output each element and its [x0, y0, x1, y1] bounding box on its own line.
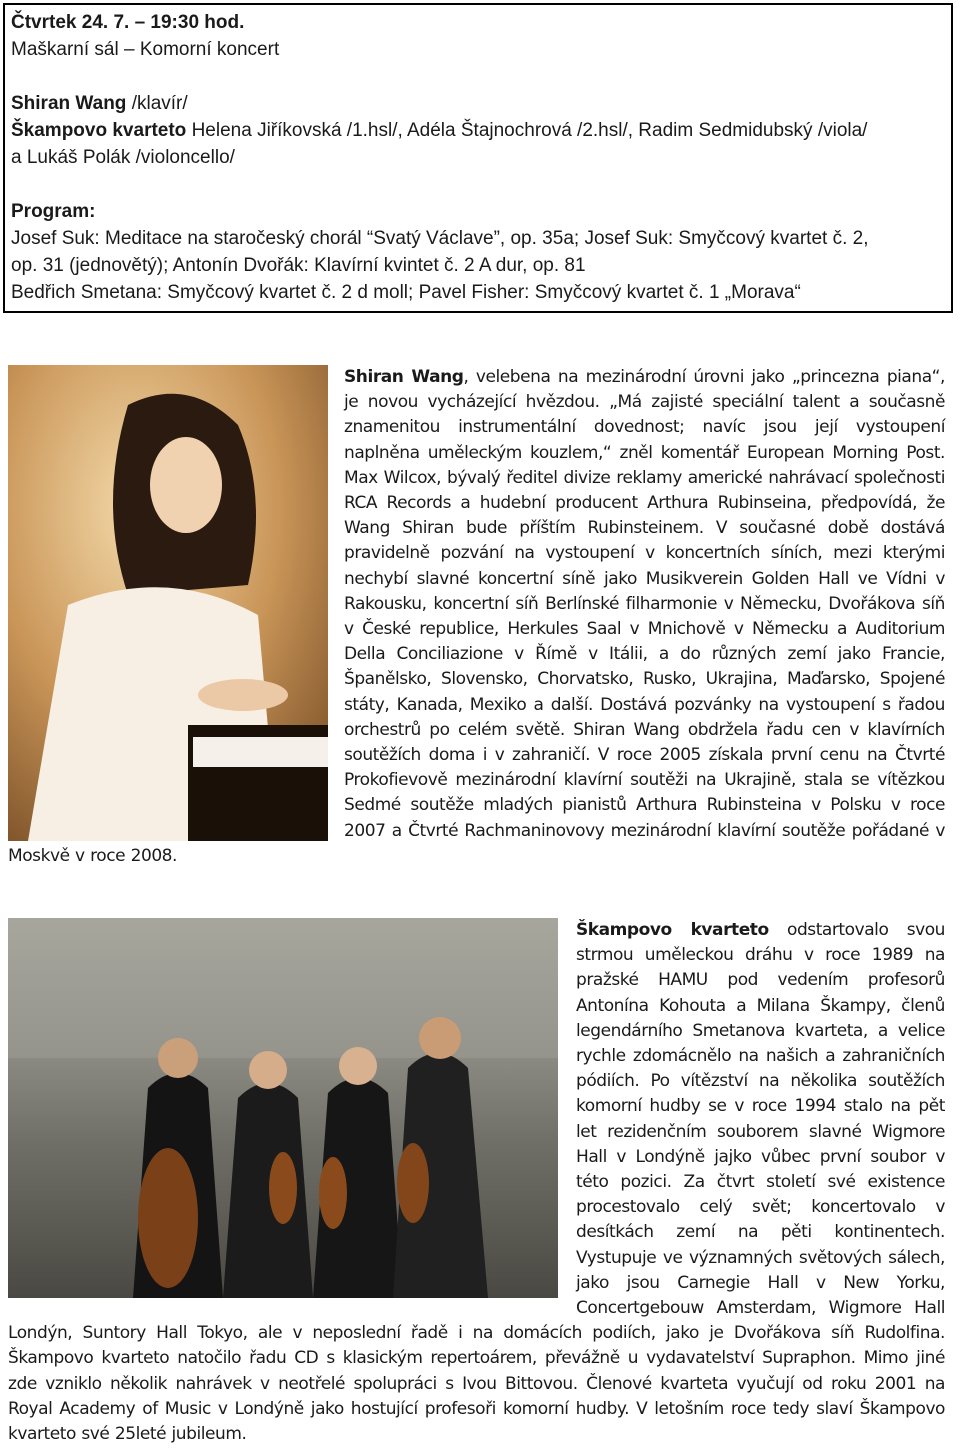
shiran-article: [8, 365, 945, 869]
program-line: Josef Suk: Meditace na staročeský chorál “Svatý Václave”, op. 35a; Josef Suk: Smyčcový kvartet č. 2,: [11, 228, 869, 249]
shiran-name: Shiran Wang: [344, 367, 464, 387]
concert-info-box: [3, 3, 953, 313]
quartet-line: [11, 117, 945, 144]
quartet-bio: odstartovalo svou strmou uměleckou dráhu v roce 1989 na pražské HAMU pod vedením profesorů Antonína Kohouta a Milana Škampy, členů legendárního Smetanova kvarteta, a velice rychle zdomácnělo na našich a zahraničních pódiích. Po vítězství na několika soutěžích komorní hudby se v roce 1994 stalo na pět let rezidenčním souborem slavné Wigmore Hall v Londýně jajko vůbec první soubor v této pozici. Za čtvrt století své existence procestovalo celý svět; koncertovalo v desítkách zemí na pěti kontinentech. Vystupuje ve významných světových sálech, jako jsou Carnegie Hall v New Yorku, Concertgebouw Amsterdam, Wigmore Hall Londýn, Suntory Hall Tokyo, ale v neposlední řadě i na domácích podiích, jako je Dvořákova síň Rudolfina. Škampovo kvarteto natočilo řadu CD s klasickým repertoárem, převážně u vydavatelství Supraphon. Mimo jiné zde vzniklo několik nahrávek v neotřelé spolupráci s Ivou Bittovou. Členové kvarteta vyučují od roku 2001 na Royal Academy of Music v Londýně jako hostující profesoři komorní hudby. V letošním roce tedy slaví Škampovo kvarteto své 25leté jubileum.: [8, 920, 945, 1445]
program-label: Program:: [11, 201, 96, 222]
soloist-name: Shiran Wang: [11, 93, 127, 114]
pianist-photo: [8, 365, 328, 841]
quartet-photo: [8, 918, 558, 1298]
program-line: Bedřich Smetana: Smyčcový kvartet č. 2 d moll; Pavel Fisher: Smyčcový kvartet č. 1 „Morava“: [11, 282, 801, 303]
program-line: op. 31 (jednovětý); Antonín Dvořák: Klavírní kvintet č. 2 A dur, op. 81: [11, 255, 586, 276]
soloist-role: /klavír/: [126, 93, 188, 114]
quartet-article: [8, 918, 945, 1447]
quartet-name: Škampovo kvarteto: [11, 120, 187, 141]
soloist-line: [11, 90, 945, 117]
quartet-members-cont: a Lukáš Polák /violoncello/: [11, 147, 235, 168]
quartet-article-name: Škampovo kvarteto: [576, 920, 769, 940]
quartet-members: Helena Jiříkovská /1.hsl/, Adéla Štajnochrová /2.hsl/, Radim Sedmidubský /viola/: [186, 120, 868, 141]
shiran-bio: , velebena na mezinárodní úrovni jako „princezna piana“, je novou vycházející hvězdou. „Má zajisté speciální talent a současně znamenitou instrumentální dovednost; navíc jsou její vystoupení naplněna uměleckým kouzlem,“ zněl komentář European Morning Post. Max Wilcox, bývalý ředitel divize reklamy americké nahrávací společnosti RCA Records a hudební producent Arthura Rubinseina, předpovídá, že Wang Shiran bude příštím Rubinsteinem. V současné době dostává pravidelně pozvání na vystoupení v koncertních síních, mezi kterými nechybí slavné koncertní síně jako Musikverein Golden Hall ve Vídni v Rakousku, koncertní síň Berlínské filharmonie v Německu, Dvořákova síň v České republice, Herkules Saal v Mnichově v Německu a Auditorium Della Conciliazione v Římě v Itálii, a do různých zemí jako Francie, Španělsko, Slovensko, Chorvatsko, Rusko, Ukrajina, Maďarsko, Spojené státy, Kanada, Mexiko a další. Dostává pozvánky na vystoupení s řadou orchestrů po celém světě. Shiran Wang obdržela řadu cen v klavírních soutěžích doma i v zahraničí. V roce 2005 získala první cenu na Čtvrté Prokofievově mezinárodní klavírní soutěži na Ukrajině, stala se vítězkou Sedmé soutěže mladých pianistů Arthura Rubinsteina v Polsku v roce 2007 a Čtvrté Rachmaninovovy mezinárodní klavírní soutěže pořádané v Moskvě v roce 2008.: [8, 367, 945, 866]
concert-venue: Maškarní sál – Komorní koncert: [11, 39, 280, 60]
concert-datetime: Čtvrtek 24. 7. – 19:30 hod.: [11, 12, 245, 33]
